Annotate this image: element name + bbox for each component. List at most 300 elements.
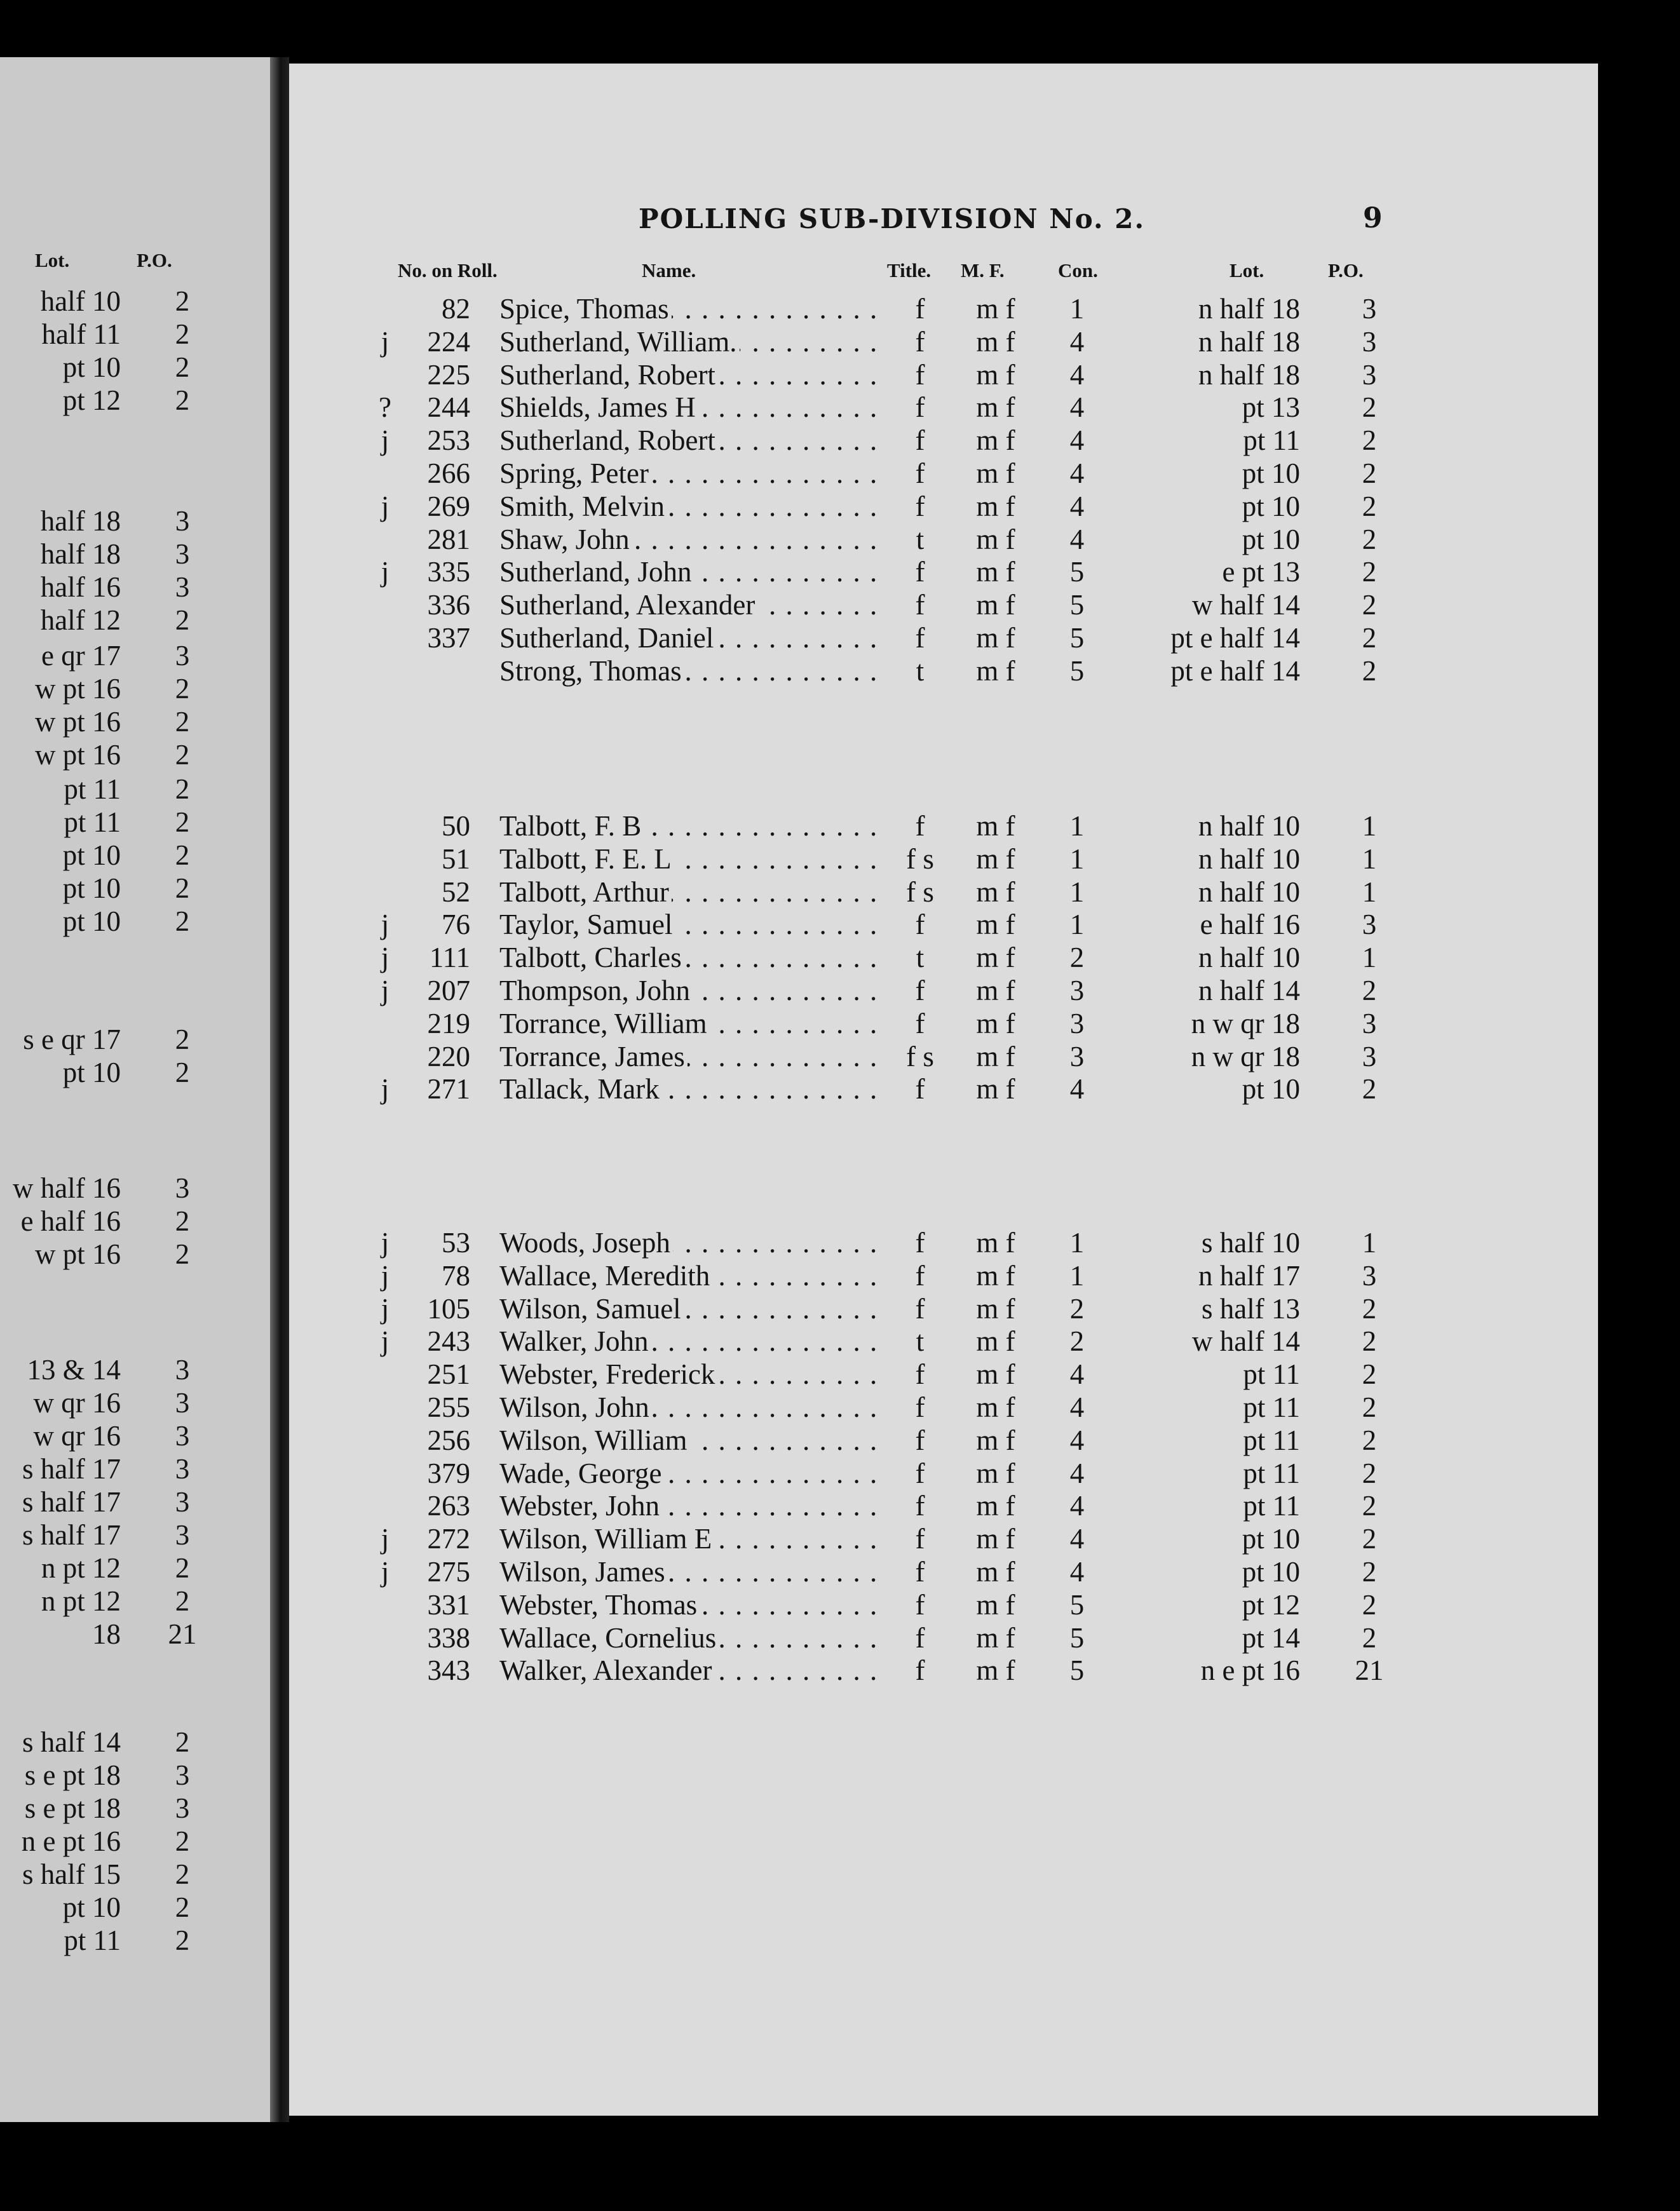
table-row — [0, 1621, 1398, 1654]
title-cell: t — [916, 942, 925, 973]
name-cell — [499, 654, 882, 687]
left-po-cell: 3 — [175, 1792, 190, 1824]
mark-cell: j — [381, 1260, 390, 1292]
mf-cell: m f — [976, 1490, 1015, 1522]
po-cell: 1 — [1362, 810, 1377, 842]
table-row — [0, 1522, 1398, 1555]
column-header-po: P.O. — [1328, 259, 1364, 281]
name-cell — [499, 1654, 882, 1687]
mf-cell: m f — [976, 1325, 1015, 1357]
name-cell — [499, 1424, 882, 1457]
po-cell: 2 — [1362, 524, 1377, 555]
lot-cell: pt 10 — [1242, 524, 1300, 555]
left-po-cell: 2 — [175, 773, 190, 805]
left-po-cell: 2 — [175, 1924, 190, 1956]
left-table-row — [0, 705, 210, 738]
left-po-cell: 2 — [175, 351, 190, 383]
left-lot-cell: e qr 17 — [41, 640, 121, 672]
po-cell: 2 — [1362, 1457, 1377, 1489]
con-cell: 4 — [1069, 359, 1085, 391]
po-cell: 2 — [1362, 589, 1377, 621]
po-cell: 1 — [1362, 1227, 1377, 1259]
table-row — [0, 842, 1398, 876]
left-lot-cell: s e pt 18 — [24, 1792, 121, 1824]
left-lot-cell: w pt 16 — [35, 706, 121, 738]
left-lot-cell: w pt 16 — [35, 673, 121, 705]
voter-name: Tallack, Mark — [499, 1073, 662, 1105]
lot-cell: w half 14 — [1192, 589, 1300, 621]
name-cell — [499, 1555, 882, 1588]
voter-name: Wilson, James — [499, 1556, 668, 1588]
lot-cell: n half 18 — [1198, 359, 1300, 391]
left-lot-cell: n pt 12 — [41, 1585, 121, 1617]
lot-cell: e half 16 — [1200, 909, 1300, 940]
roll-number-cell: 251 — [427, 1358, 470, 1390]
left-lot-cell: half 16 — [40, 571, 121, 603]
title-cell: f — [915, 1556, 925, 1588]
con-cell: 1 — [1069, 909, 1085, 940]
mf-cell: m f — [976, 655, 1015, 687]
roll-number-cell: 343 — [427, 1654, 470, 1686]
title-cell: f — [915, 359, 925, 391]
left-po-cell: 2 — [175, 384, 190, 416]
roll-number-cell: 379 — [427, 1457, 470, 1489]
name-cell — [499, 1588, 882, 1621]
left-lot-cell: pt 10 — [62, 872, 121, 904]
voter-name: Spice, Thomas — [499, 293, 672, 325]
left-lot-cell: half 18 — [40, 505, 121, 537]
con-cell: 2 — [1069, 942, 1085, 973]
po-cell: 3 — [1362, 359, 1377, 391]
mf-cell: m f — [976, 1073, 1015, 1105]
voter-name: Sutherland, William. — [499, 326, 740, 358]
con-cell: 4 — [1069, 1424, 1085, 1456]
title-cell: f — [915, 1490, 925, 1522]
lot-cell: n half 14 — [1198, 975, 1300, 1006]
mf-cell: m f — [976, 1391, 1015, 1423]
name-cell — [499, 842, 882, 876]
title-cell: f — [915, 1523, 925, 1555]
mf-cell: m f — [976, 1523, 1015, 1555]
roll-number-cell: 244 — [427, 391, 470, 423]
left-lot-cell: s half 17 — [22, 1453, 121, 1485]
left-lot-cell: w pt 16 — [35, 1238, 121, 1270]
left-po-cell: 3 — [175, 571, 190, 603]
mf-cell: m f — [976, 1227, 1015, 1259]
roll-number-cell: 275 — [427, 1556, 470, 1588]
po-cell: 2 — [1362, 490, 1377, 522]
lot-cell: pt 12 — [1242, 1589, 1300, 1621]
page-number: 9 — [1363, 202, 1383, 234]
left-table-row — [0, 1924, 210, 1957]
title-cell: t — [916, 1325, 925, 1357]
po-cell: 2 — [1362, 1358, 1377, 1390]
con-cell: 4 — [1069, 326, 1085, 358]
con-cell: 1 — [1069, 876, 1085, 908]
mark-cell: j — [381, 490, 390, 522]
po-cell: 2 — [1362, 1523, 1377, 1555]
po-cell: 2 — [1362, 1073, 1377, 1105]
voter-name: Talbott, Arthur — [499, 876, 672, 908]
roll-number-cell: 256 — [427, 1424, 470, 1456]
name-cell — [499, 588, 882, 621]
roll-number-cell: 219 — [427, 1008, 470, 1039]
voter-name: Woods, Joseph — [499, 1227, 673, 1259]
left-po-cell: 21 — [168, 1618, 197, 1650]
po-cell: 2 — [1362, 1293, 1377, 1325]
po-cell: 2 — [1362, 391, 1377, 423]
left-po-cell: 3 — [175, 1387, 190, 1419]
con-cell: 3 — [1069, 1041, 1085, 1072]
lot-cell: pt 10 — [1242, 1523, 1300, 1555]
po-cell: 2 — [1362, 1556, 1377, 1588]
column-header-mf: M. F. — [961, 259, 1005, 281]
mf-cell: m f — [976, 424, 1015, 456]
lot-cell: n w qr 18 — [1191, 1041, 1300, 1072]
name-cell — [499, 1325, 882, 1358]
left-po-cell: 3 — [175, 1354, 190, 1386]
mf-cell: m f — [976, 876, 1015, 908]
po-cell: 3 — [1362, 326, 1377, 358]
lot-cell: pt 11 — [1243, 1490, 1300, 1522]
table-row — [0, 908, 1398, 941]
table-row — [0, 1259, 1398, 1292]
po-cell: 2 — [1362, 556, 1377, 588]
name-cell — [499, 941, 882, 974]
mf-cell: m f — [976, 293, 1015, 325]
table-row — [0, 809, 1398, 842]
mf-cell: m f — [976, 490, 1015, 522]
con-cell: 4 — [1069, 1457, 1085, 1489]
lot-cell: pt 11 — [1243, 1391, 1300, 1423]
table-row — [0, 391, 1398, 424]
con-cell: 4 — [1069, 457, 1085, 489]
name-cell — [499, 621, 882, 654]
mf-cell: m f — [976, 1358, 1015, 1390]
voter-name: Webster, Thomas — [499, 1589, 700, 1621]
table-row — [0, 1007, 1398, 1040]
lot-cell: s half 10 — [1202, 1227, 1300, 1259]
left-lot-cell: pt 11 — [64, 773, 121, 805]
table-row — [0, 555, 1398, 588]
mark-cell: j — [381, 1227, 390, 1259]
mf-cell: m f — [976, 843, 1015, 875]
lot-cell: n half 10 — [1198, 942, 1300, 973]
name-cell — [499, 1259, 882, 1292]
mark-cell: ? — [379, 391, 391, 423]
con-cell: 3 — [1069, 1008, 1085, 1039]
roll-number-cell: 272 — [427, 1523, 470, 1555]
table-row — [0, 1358, 1398, 1391]
mf-cell: m f — [976, 1008, 1015, 1039]
left-lot-cell: pt 10 — [62, 905, 121, 937]
name-cell — [499, 1292, 882, 1325]
name-cell — [499, 1226, 882, 1259]
con-cell: 1 — [1069, 1227, 1085, 1259]
lot-cell: pt 11 — [1243, 1358, 1300, 1390]
left-po-cell: 3 — [175, 1759, 190, 1791]
name-cell — [499, 1489, 882, 1522]
name-cell — [499, 974, 882, 1007]
left-lot-cell: n e pt 16 — [21, 1825, 121, 1857]
con-cell: 4 — [1069, 1556, 1085, 1588]
title-cell: f — [915, 293, 925, 325]
title-cell: f — [915, 1358, 925, 1390]
voter-name: Wallace, Cornelius — [499, 1622, 719, 1654]
con-cell: 5 — [1069, 1654, 1085, 1686]
lot-cell: n e pt 16 — [1200, 1654, 1300, 1686]
mark-cell: j — [381, 1556, 390, 1588]
left-po-cell: 2 — [175, 673, 190, 705]
name-cell — [499, 358, 882, 391]
roll-number-cell: 224 — [427, 326, 470, 358]
name-cell — [499, 1358, 882, 1391]
lot-cell: pt 11 — [1243, 1424, 1300, 1456]
voter-name: Wilson, William — [499, 1424, 690, 1456]
left-po-cell: 2 — [175, 604, 190, 636]
name-cell — [499, 876, 882, 909]
left-table-row — [0, 1792, 210, 1825]
page-title: POLLING SUB-DIVISION No. 2. — [639, 203, 1146, 234]
left-column-header-po: P.O. — [137, 249, 172, 271]
title-cell: f — [915, 1589, 925, 1621]
roll-number-cell: 76 — [442, 909, 470, 940]
left-lot-cell: w pt 16 — [35, 739, 121, 771]
con-cell: 4 — [1069, 424, 1085, 456]
lot-cell: n half 18 — [1198, 326, 1300, 358]
voter-name: Shields, James H — [499, 391, 698, 423]
voter-name: Walker, Alexander — [499, 1654, 714, 1686]
roll-number-cell: 255 — [427, 1391, 470, 1423]
roll-number-cell: 337 — [427, 622, 470, 654]
left-table-row — [0, 1825, 210, 1858]
title-cell: f — [915, 1260, 925, 1292]
left-po-cell: 2 — [175, 1205, 190, 1237]
name-cell — [499, 490, 882, 523]
table-row — [0, 457, 1398, 490]
lot-cell: n half 10 — [1198, 843, 1300, 875]
left-po-cell: 3 — [175, 538, 190, 570]
po-cell: 2 — [1362, 975, 1377, 1006]
column-header-lot: Lot. — [1230, 259, 1264, 281]
lot-cell: e pt 13 — [1222, 556, 1300, 588]
table-row — [0, 292, 1398, 325]
mark-cell: j — [381, 326, 390, 358]
voter-name: Wallace, Meredith — [499, 1260, 712, 1292]
lot-cell: pt 13 — [1242, 391, 1300, 423]
left-po-cell: 3 — [175, 1486, 190, 1518]
mark-cell: j — [381, 975, 390, 1006]
left-lot-cell: e half 16 — [20, 1205, 121, 1237]
title-cell: f — [915, 1008, 925, 1039]
name-cell — [499, 1007, 882, 1040]
mf-cell: m f — [976, 326, 1015, 358]
left-po-cell: 3 — [175, 1519, 190, 1551]
table-row — [0, 523, 1398, 556]
left-po-cell: 2 — [175, 839, 190, 871]
table-row — [0, 1457, 1398, 1490]
roll-number-cell: 266 — [427, 457, 470, 489]
table-row — [0, 1424, 1398, 1457]
lot-cell: pt 11 — [1243, 424, 1300, 456]
roll-number-cell: 243 — [427, 1325, 470, 1357]
title-cell: f — [915, 457, 925, 489]
po-cell: 2 — [1362, 1490, 1377, 1522]
con-cell: 5 — [1069, 556, 1085, 588]
con-cell: 1 — [1069, 293, 1085, 325]
roll-number-cell: 52 — [442, 876, 470, 908]
left-po-cell: 2 — [175, 1057, 190, 1088]
left-po-cell: 2 — [175, 318, 190, 350]
left-po-cell: 3 — [175, 1420, 190, 1452]
title-cell: f — [915, 1622, 925, 1654]
mark-cell: j — [381, 1073, 390, 1105]
mark-cell: j — [381, 1325, 390, 1357]
left-table-row — [0, 1759, 210, 1792]
roll-number-cell: 331 — [427, 1589, 470, 1621]
table-row — [0, 325, 1398, 358]
con-cell: 1 — [1069, 1260, 1085, 1292]
left-lot-cell: half 12 — [40, 604, 121, 636]
title-cell: f — [915, 391, 925, 423]
left-po-cell: 2 — [175, 285, 190, 317]
left-po-cell: 2 — [175, 872, 190, 904]
table-row — [0, 424, 1398, 457]
left-table-row — [0, 1891, 210, 1924]
voter-name: Sutherland, Daniel — [499, 622, 716, 654]
left-table-row — [0, 738, 210, 771]
left-lot-cell: w qr 16 — [33, 1387, 121, 1419]
left-table-row — [0, 1172, 210, 1205]
con-cell: 4 — [1069, 391, 1085, 423]
left-lot-cell: n pt 12 — [41, 1552, 121, 1584]
roll-number-cell: 253 — [427, 424, 470, 456]
left-po-cell: 2 — [175, 905, 190, 937]
left-lot-cell: half 11 — [41, 318, 121, 350]
left-table-row — [0, 1726, 210, 1759]
left-lot-cell: half 10 — [40, 285, 121, 317]
name-cell — [499, 1040, 882, 1073]
po-cell: 3 — [1362, 1008, 1377, 1039]
roll-number-cell: 105 — [427, 1293, 470, 1325]
name-cell — [499, 908, 882, 941]
table-row — [0, 1588, 1398, 1621]
po-cell: 3 — [1362, 1041, 1377, 1072]
con-cell: 4 — [1069, 1358, 1085, 1390]
lot-cell: w half 14 — [1192, 1325, 1300, 1357]
left-po-cell: 3 — [175, 505, 190, 537]
lot-cell: n half 18 — [1198, 293, 1300, 325]
po-cell: 3 — [1362, 1260, 1377, 1292]
left-po-cell: 2 — [175, 1726, 190, 1758]
table-row — [0, 1292, 1398, 1325]
voter-name: Webster, John — [499, 1490, 662, 1522]
table-row — [0, 1654, 1398, 1687]
roll-number-cell: 338 — [427, 1622, 470, 1654]
title-cell: f — [915, 1654, 925, 1686]
name-cell — [499, 523, 882, 556]
mf-cell: m f — [976, 909, 1015, 940]
title-cell: f s — [906, 876, 934, 908]
po-cell: 2 — [1362, 457, 1377, 489]
name-cell — [499, 1522, 882, 1555]
table-row — [0, 1226, 1398, 1259]
roll-number-cell: 51 — [442, 843, 470, 875]
voter-name: Talbott, F. E. L — [499, 843, 674, 875]
name-cell — [499, 1457, 882, 1490]
con-cell: 3 — [1069, 975, 1085, 1006]
left-po-cell: 2 — [175, 1858, 190, 1890]
po-cell: 1 — [1362, 843, 1377, 875]
mf-cell: m f — [976, 1457, 1015, 1489]
con-cell: 2 — [1069, 1325, 1085, 1357]
voter-name: Torrance, William — [499, 1008, 710, 1039]
lot-cell: s half 13 — [1202, 1293, 1300, 1325]
lot-cell: pt 10 — [1242, 490, 1300, 522]
left-table-row — [0, 1858, 210, 1891]
table-row — [0, 1489, 1398, 1522]
table-row — [0, 490, 1398, 523]
voter-name: Wilson, John — [499, 1391, 652, 1423]
con-cell: 5 — [1069, 1589, 1085, 1621]
roll-number-cell: 50 — [442, 810, 470, 842]
title-cell: f s — [906, 843, 934, 875]
title-cell: f — [915, 326, 925, 358]
title-cell: f — [915, 1293, 925, 1325]
lot-cell: n half 10 — [1198, 876, 1300, 908]
roll-number-cell: 78 — [442, 1260, 470, 1292]
con-cell: 1 — [1069, 810, 1085, 842]
con-cell: 4 — [1069, 1073, 1085, 1105]
mark-cell: j — [381, 909, 390, 940]
po-cell: 2 — [1362, 655, 1377, 687]
voter-name: Wade, George — [499, 1457, 664, 1489]
roll-number-cell: 263 — [427, 1490, 470, 1522]
table-row — [0, 358, 1398, 391]
voter-name: Thompson, John — [499, 975, 693, 1006]
lot-cell: pt e half 14 — [1170, 655, 1300, 687]
lot-cell: pt e half 14 — [1170, 622, 1300, 654]
left-po-cell: 3 — [175, 640, 190, 672]
mf-cell: m f — [976, 359, 1015, 391]
mf-cell: m f — [976, 1654, 1015, 1686]
mark-cell: j — [381, 556, 390, 588]
lot-cell: pt 11 — [1243, 1457, 1300, 1489]
voter-name: Sutherland, Robert — [499, 359, 718, 391]
title-cell: f — [915, 490, 925, 522]
title-cell: f — [915, 1391, 925, 1423]
name-cell — [499, 1391, 882, 1424]
left-po-cell: 2 — [175, 1891, 190, 1923]
mf-cell: m f — [976, 942, 1015, 973]
roll-number-cell: 269 — [427, 490, 470, 522]
mf-cell: m f — [976, 457, 1015, 489]
con-cell: 4 — [1069, 524, 1085, 555]
name-cell — [499, 292, 882, 325]
con-cell: 5 — [1069, 622, 1085, 654]
table-row — [0, 1325, 1398, 1358]
con-cell: 2 — [1069, 1293, 1085, 1325]
con-cell: 4 — [1069, 1523, 1085, 1555]
voter-name: Sutherland, Robert — [499, 424, 718, 456]
voter-name: Taylor, Samuel — [499, 909, 675, 940]
con-cell: 5 — [1069, 655, 1085, 687]
mark-cell: j — [381, 1523, 390, 1555]
lot-cell: n half 10 — [1198, 810, 1300, 842]
mark-cell: j — [381, 942, 390, 973]
left-table-row — [0, 773, 210, 806]
roll-number-cell: 336 — [427, 589, 470, 621]
